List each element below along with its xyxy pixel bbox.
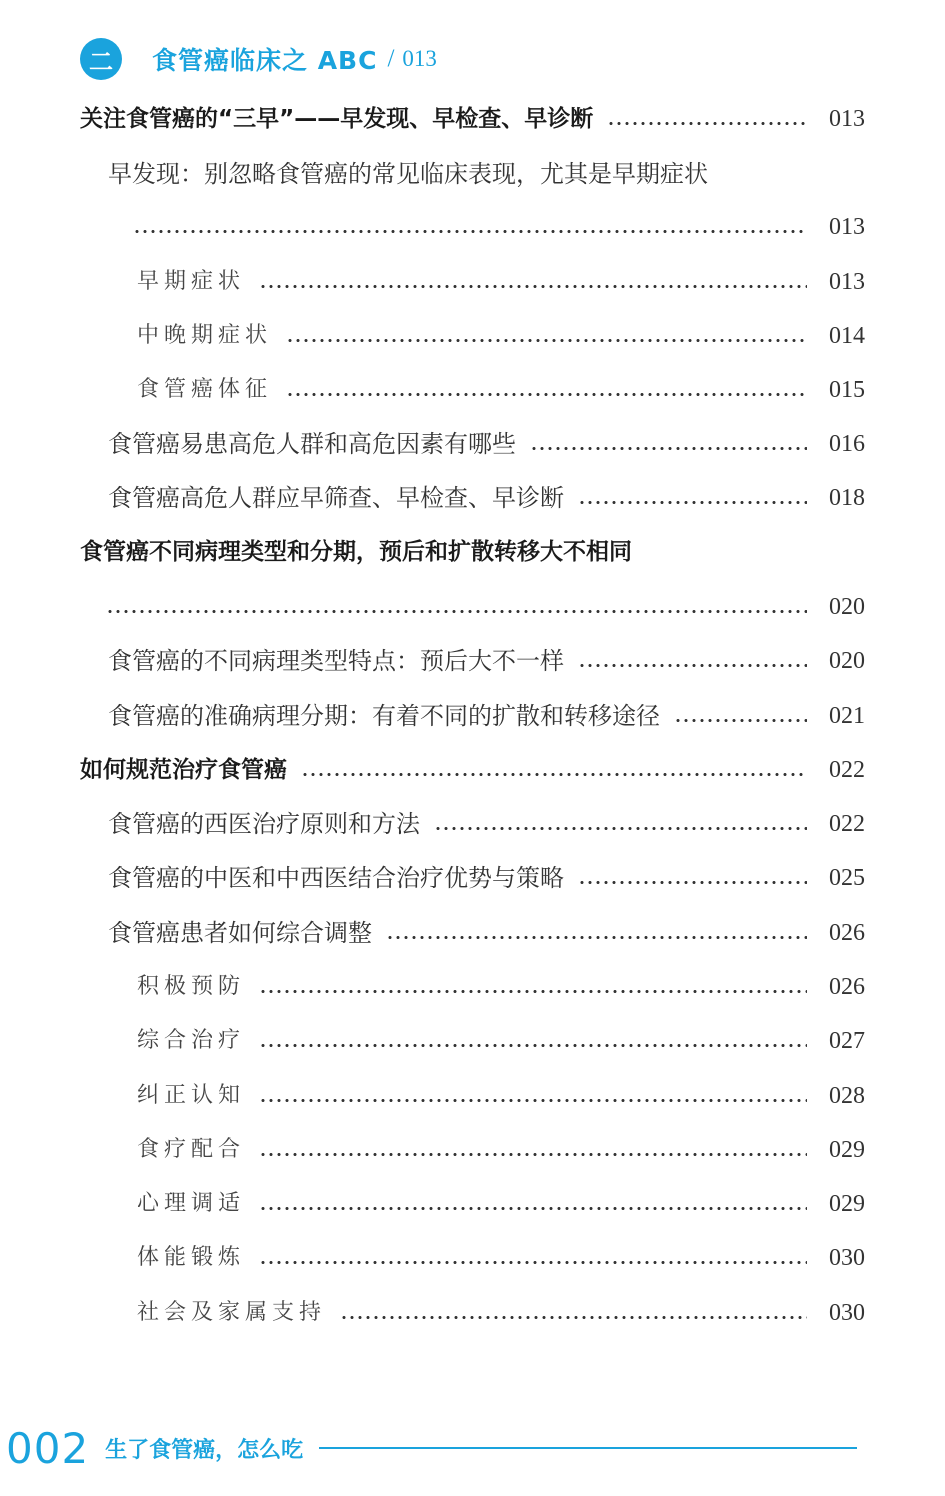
toc-topic-entry[interactable] (0, 1020, 865, 1056)
toc-subsection-entry[interactable] (0, 695, 865, 731)
toc-entry-title: 食管癌的中医和中西医结合治疗优势与策略 (108, 864, 564, 892)
dot-leader (530, 447, 807, 450)
toc-entry-title: 早发现：别忽略食管癌的常见临床表现，尤其是早期症状 (108, 160, 708, 188)
toc-page-number: 026 (829, 920, 865, 946)
dot-leader (301, 773, 807, 776)
toc-page-number: 028 (829, 1083, 865, 1109)
toc-page-number: 013 (829, 214, 865, 240)
dot-leader (434, 827, 807, 830)
toc-entry-title: 食管癌的西医治疗原则和方法 (108, 810, 420, 838)
chapter-separator: / (387, 45, 395, 72)
toc-topic-entry[interactable] (0, 369, 865, 405)
toc-page-number: 022 (829, 811, 865, 837)
toc-page-number: 020 (829, 648, 865, 674)
toc-page-number: 013 (829, 269, 865, 295)
toc-page-number: 025 (829, 865, 865, 891)
toc-page-number: 029 (829, 1137, 865, 1163)
toc-entry-title: 心理调适 (137, 1191, 246, 1216)
dot-leader (259, 1261, 807, 1264)
chapter-number-badge: 二 (80, 38, 122, 80)
dot-leader (286, 339, 807, 342)
toc-page-number: 014 (829, 323, 865, 349)
toc-entry-title: 如何规范治疗食管癌 (80, 757, 287, 783)
toc-page-number: 018 (829, 485, 865, 511)
toc-page-number: 016 (829, 431, 865, 457)
toc-entry-title: 食管癌体征 (137, 377, 273, 402)
toc-page-number: 022 (829, 757, 865, 783)
toc-entry-continuation[interactable] (0, 586, 865, 622)
toc-page-number: 026 (829, 974, 865, 1000)
dot-leader (133, 230, 807, 233)
dot-leader (106, 610, 807, 613)
footer-rule (319, 1447, 857, 1449)
toc-entry-title: 食管癌易患高危人群和高危因素有哪些 (108, 430, 516, 458)
toc-entry-title: 食管癌不同病理类型和分期，预后和扩散转移大不相同 (80, 539, 632, 565)
toc-entry-title: 中晚期症状 (137, 323, 273, 348)
toc-entry-title: 社会及家属支持 (137, 1300, 327, 1325)
dot-leader (674, 719, 807, 722)
toc-entry-title: 食管癌患者如何综合调整 (108, 919, 372, 947)
dot-leader (259, 1099, 807, 1102)
toc-subsection-entry[interactable] (0, 803, 865, 839)
toc-entry-title: 积极预防 (137, 974, 246, 999)
chapter-heading (80, 38, 437, 80)
toc-page-number: 013 (829, 106, 865, 132)
chapter-page-number: 013 (402, 46, 437, 71)
toc-entry-title: 综合治疗 (137, 1028, 246, 1053)
toc-page-number: 020 (829, 594, 865, 620)
toc-entry-title: 体能锻炼 (137, 1245, 246, 1270)
toc-subsection-entry[interactable] (0, 153, 865, 189)
toc-topic-entry[interactable] (0, 1183, 865, 1219)
toc-page-number: 030 (829, 1300, 865, 1326)
toc-subsection-entry[interactable] (0, 423, 865, 459)
dot-leader (259, 285, 807, 288)
toc-entry-title: 食管癌高危人群应早筛查、早检查、早诊断 (108, 484, 564, 512)
toc-topic-entry[interactable] (0, 1129, 865, 1165)
toc-entry-title: 食疗配合 (137, 1137, 246, 1162)
toc-subsection-entry[interactable] (0, 912, 865, 948)
toc-section-entry[interactable] (0, 749, 865, 785)
toc-section-entry[interactable] (0, 531, 865, 567)
page-footer (0, 1420, 945, 1476)
toc-topic-entry[interactable] (0, 966, 865, 1002)
dot-leader (259, 1044, 807, 1047)
toc-subsection-entry[interactable] (0, 640, 865, 676)
toc-topic-entry[interactable] (0, 315, 865, 351)
dot-leader (607, 122, 807, 125)
toc-entry-continuation[interactable] (0, 206, 865, 242)
toc-page-number: 030 (829, 1245, 865, 1271)
toc-page-number: 027 (829, 1028, 865, 1054)
chapter-title[interactable]: 食管癌临床之 ABC (152, 46, 378, 75)
toc-entry-title: 食管癌的准确病理分期：有着不同的扩散和转移途径 (108, 702, 660, 730)
toc-page-number: 029 (829, 1191, 865, 1217)
dot-leader (286, 393, 807, 396)
toc-entry-title: 早期症状 (137, 269, 246, 294)
dot-leader (578, 501, 807, 504)
toc-topic-entry[interactable] (0, 1075, 865, 1111)
toc-entry-title: 纠正认知 (137, 1083, 246, 1108)
toc-entry-title: 食管癌的不同病理类型特点：预后大不一样 (108, 647, 564, 675)
toc-entry-title: 关注食管癌的“三早”——早发现、早检查、早诊断 (80, 106, 594, 132)
dot-leader (578, 881, 807, 884)
dot-leader (340, 1316, 807, 1319)
toc-subsection-entry[interactable] (0, 857, 865, 893)
toc-topic-entry[interactable] (0, 1237, 865, 1273)
footer-page-number: 002 (6, 1423, 90, 1473)
dot-leader (259, 1153, 807, 1156)
dot-leader (259, 990, 807, 993)
toc-page-number: 015 (829, 377, 865, 403)
toc-page-number: 021 (829, 703, 865, 729)
dot-leader (259, 1207, 807, 1210)
toc-topic-entry[interactable] (0, 1292, 865, 1328)
toc-subsection-entry[interactable] (0, 477, 865, 513)
toc-topic-entry[interactable] (0, 261, 865, 297)
dot-leader (578, 664, 807, 667)
toc-section-entry[interactable] (0, 98, 865, 134)
dot-leader (386, 936, 807, 939)
footer-book-title: 生了食管癌，怎么吃 (105, 1437, 304, 1463)
